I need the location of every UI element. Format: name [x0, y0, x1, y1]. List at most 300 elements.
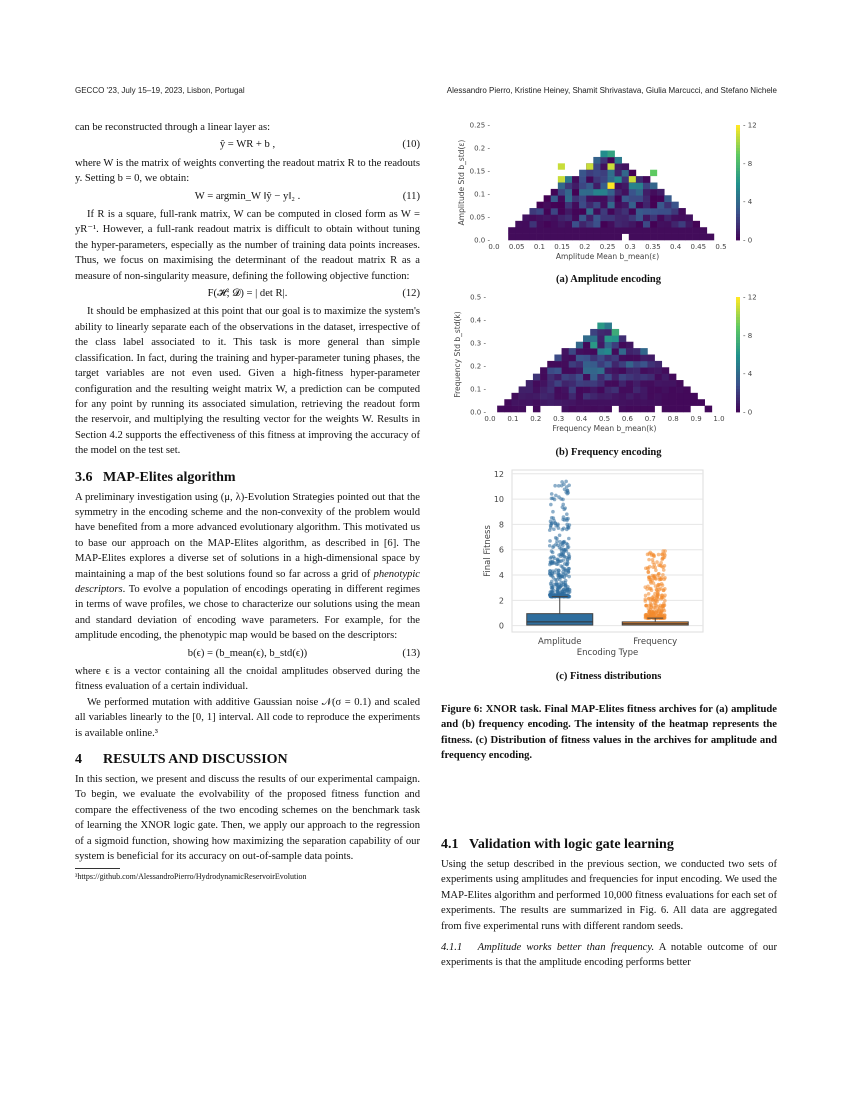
heatmap-cell: [676, 406, 683, 413]
outlier-point: [565, 512, 569, 516]
outlier-point: [555, 583, 559, 587]
heatmap-cell: [529, 234, 536, 241]
outlier-point: [565, 523, 569, 527]
colorbar-segment: [736, 220, 740, 223]
heatmap-cell: [633, 393, 640, 400]
colorbar-segment: [736, 389, 740, 392]
heatmap-cell: [640, 386, 647, 393]
heatmap-cell: [626, 367, 633, 374]
heatmap-cell: [558, 195, 565, 202]
equation-text: F(𝓗; 𝓓) = | det R|.: [207, 288, 288, 300]
heatmap-cell: [515, 234, 522, 241]
heatmap-cell: [583, 335, 590, 342]
y-tick-label: 2: [498, 596, 504, 606]
heatmap-cell: [565, 189, 572, 196]
x-tick-label: 0.5: [598, 415, 611, 423]
heatmap-cell: [600, 202, 607, 209]
outlier-point: [560, 480, 564, 484]
heatmap-cell: [579, 183, 586, 190]
heatmap-cell: [671, 227, 678, 234]
heatmap-cell: [629, 202, 636, 209]
heatmap-cell: [664, 208, 671, 215]
heatmap-cell: [629, 170, 636, 177]
y-tick-label: 0.1 -: [474, 190, 490, 199]
heatmap-cell: [619, 355, 626, 362]
heatmap-cell: [650, 208, 657, 215]
colorbar-segment: [736, 211, 740, 214]
heatmap-cell: [655, 399, 662, 406]
colorbar-segment: [736, 360, 740, 363]
footnote-link[interactable]: ³https://github.com/AlessandroPierro/HydrodynamicReservoirEvolution: [75, 872, 307, 882]
heatmap-cell: [529, 214, 536, 221]
heatmap-cell: [615, 227, 622, 234]
heatmap-cell: [590, 393, 597, 400]
heatmap-cell: [537, 202, 544, 209]
heatmap-cell: [569, 374, 576, 381]
colorbar-segment: [736, 334, 740, 337]
heatmap-cell: [593, 227, 600, 234]
colorbar-segment: [736, 320, 740, 323]
heatmap-cell: [572, 195, 579, 202]
heatmap-cell: [537, 227, 544, 234]
x-tick-label: 0.0: [484, 415, 496, 423]
heatmap-cell: [693, 234, 700, 241]
text: A notable outcome of our experiments is that the amplitude encoding performs better: [441, 942, 777, 969]
heatmap-cell: [597, 367, 604, 374]
heatmap-cell: [612, 355, 619, 362]
colorbar-segment: [736, 177, 740, 180]
y-tick-label: 0.4 -: [470, 316, 486, 325]
section-title: RESULTS AND DISCUSSION: [103, 752, 288, 768]
outlier-point: [650, 596, 654, 600]
heatmap-cell: [569, 348, 576, 355]
heatmap-cell: [572, 208, 579, 215]
colorbar-segment: [736, 142, 740, 145]
y-tick-label: 0.25 -: [469, 121, 490, 130]
heatmap-cell: [669, 406, 676, 413]
colorbar-segment: [736, 203, 740, 206]
heatmap-cell: [572, 221, 579, 228]
colorbar-segment: [736, 386, 740, 389]
heatmap-cell: [590, 399, 597, 406]
heatmap-cell: [579, 195, 586, 202]
heatmap-cell: [643, 202, 650, 209]
heatmap-cell: [622, 189, 629, 196]
heatmap-cell: [657, 227, 664, 234]
outlier-point: [552, 527, 556, 531]
heatmap-cell: [497, 406, 504, 413]
outlier-point: [660, 596, 664, 600]
heatmap-cell: [558, 221, 565, 228]
heatmap-cell: [572, 227, 579, 234]
heatmap-cell: [671, 214, 678, 221]
colorbar-segment: [736, 223, 740, 226]
heatmap-cell: [547, 399, 554, 406]
colorbar-segment: [736, 237, 740, 240]
heatmap-cell: [565, 176, 572, 183]
heatmap-cell: [676, 386, 683, 393]
equation-number: (10): [402, 139, 420, 151]
outlier-point: [643, 597, 647, 601]
heatmap-cell: [678, 227, 685, 234]
heatmap-cell: [647, 355, 654, 362]
heatmap-cell: [669, 399, 676, 406]
outlier-point: [653, 592, 657, 596]
outlier-point: [562, 572, 566, 576]
heatmap-cell: [586, 189, 593, 196]
heatmap-cell: [615, 157, 622, 164]
heatmap-cell: [547, 386, 554, 393]
heatmap-cell: [671, 208, 678, 215]
x-tick-label: 0.1: [533, 243, 545, 251]
colorbar-segment: [736, 309, 740, 312]
heatmap-cell: [612, 393, 619, 400]
y-tick-label: 0.1 -: [470, 385, 486, 394]
heatmap-cell: [554, 355, 561, 362]
outlier-point: [647, 592, 651, 596]
heatmap-cell: [615, 234, 622, 241]
colorbar-tick-label: - 12: [743, 121, 757, 130]
outlier-point: [565, 549, 569, 553]
outlier-point: [551, 496, 555, 500]
heatmap-cell: [600, 227, 607, 234]
heatmap-cell: [622, 195, 629, 202]
colorbar-segment: [736, 134, 740, 137]
section-number: 3.6: [75, 469, 93, 485]
outlier-point: [655, 560, 659, 564]
heatmap-cell: [569, 399, 576, 406]
heatmap-cell: [526, 393, 533, 400]
outlier-point: [555, 562, 559, 566]
heatmap-cell: [664, 195, 671, 202]
outlier-point: [650, 553, 654, 557]
y-axis-label: Frequency Std b_std(k): [453, 311, 462, 398]
heatmap-cell: [576, 342, 583, 349]
heatmap-cell: [640, 374, 647, 381]
heatmap-cell: [597, 374, 604, 381]
heatmap-cell: [643, 195, 650, 202]
y-tick-label: 0.5 -: [470, 293, 486, 302]
heatmap-cell: [554, 380, 561, 387]
colorbar-segment: [736, 128, 740, 131]
heatmap-cell: [626, 380, 633, 387]
heatmap-cell: [669, 380, 676, 387]
x-tick-label: 0.4: [576, 415, 588, 423]
heatmap-cell: [551, 221, 558, 228]
heatmap-cell: [586, 195, 593, 202]
colorbar-segment: [736, 303, 740, 306]
heatmap-cell: [558, 208, 565, 215]
heatmap-cell: [586, 176, 593, 183]
heatmap-cell: [608, 195, 615, 202]
heatmap-cell: [643, 214, 650, 221]
colorbar-segment: [736, 401, 740, 404]
x-tick-label: 0.35: [645, 243, 661, 251]
heatmap-cell: [676, 380, 683, 387]
heatmap-cell: [664, 221, 671, 228]
heatmap-cell: [612, 361, 619, 368]
outlier-point: [562, 527, 566, 531]
colorbar-segment: [736, 378, 740, 381]
outlier-point: [647, 570, 651, 574]
outlier-point: [656, 593, 660, 597]
heatmap-cell: [522, 234, 529, 241]
heatmap-cell: [615, 170, 622, 177]
heatmap-cell: [562, 367, 569, 374]
heatmap-cell-hotspot: [629, 176, 636, 182]
colorbar-segment: [736, 168, 740, 171]
section-number: 4: [75, 752, 82, 768]
heatmap-cell: [600, 221, 607, 228]
heatmap-cell: [650, 189, 657, 196]
heatmap-cell: [590, 355, 597, 362]
outlier-point: [552, 519, 556, 523]
heatmap-cell: [519, 399, 526, 406]
heatmap-cell: [562, 380, 569, 387]
colorbar-tick-label: - 12: [743, 293, 757, 302]
colorbar-segment: [736, 171, 740, 174]
heatmap-cell: [608, 227, 615, 234]
heatmap-cell: [622, 170, 629, 177]
outlier-point: [551, 510, 555, 514]
y-tick-label: 0.2 -: [470, 362, 486, 371]
outlier-point: [563, 555, 567, 559]
colorbar-segment: [736, 208, 740, 211]
heatmap-cell: [583, 386, 590, 393]
heatmap-cell: [612, 335, 619, 342]
heatmap-cell: [619, 335, 626, 342]
heatmap-cell: [647, 406, 654, 413]
heatmap-cell: [662, 393, 669, 400]
colorbar-segment: [736, 395, 740, 398]
heatmap-cell: [544, 221, 551, 228]
outlier-point: [549, 520, 553, 524]
heatmap-cell: [554, 367, 561, 374]
heatmap-cell: [569, 406, 576, 413]
heatmap-cell: [590, 335, 597, 342]
outlier-point: [647, 610, 651, 614]
heatmap-cell: [593, 221, 600, 228]
heatmap-cell: [579, 170, 586, 177]
colorbar-segment: [736, 174, 740, 177]
equation-number: (11): [402, 190, 420, 202]
colorbar-segment: [736, 226, 740, 229]
heatmap-cell: [633, 374, 640, 381]
colorbar-segment: [736, 137, 740, 140]
heatmap-cell: [605, 380, 612, 387]
heatmap-cell: [619, 348, 626, 355]
colorbar-segment: [736, 139, 740, 142]
heatmap-cell: [572, 214, 579, 221]
colorbar-tick-label: - 8: [743, 331, 753, 340]
y-tick-label: 0.0 -: [470, 408, 486, 417]
outlier-point: [548, 569, 552, 573]
heatmap-cell: [558, 234, 565, 241]
heatmap-cell: [569, 367, 576, 374]
heatmap-cell: [643, 234, 650, 241]
x-tick-label: 0.25: [599, 243, 616, 251]
heatmap-cell: [540, 393, 547, 400]
paragraph: If R is a square, full-rank matrix, W can be computed in closed form as W = yR⁻¹. However, a full-rank readout matrix is difficult to obtain without tuning the hyper-parameters, especially as the number of training data points increases. Thus, we focus on maximising the determinant of the readout matrix R as a measure of non-singularity measure, defining the following objective function:: [75, 209, 420, 282]
heatmap-cell: [678, 234, 685, 241]
equation-text: b(ϵ) = (b_mean(ϵ), b_std(ϵ)): [187, 647, 308, 659]
heatmap-cell: [608, 202, 615, 209]
heatmap-cell: [565, 208, 572, 215]
heatmap-cell: [590, 348, 597, 355]
heatmap-cell: [619, 393, 626, 400]
heatmap-cell: [622, 208, 629, 215]
heatmap-cell: [615, 221, 622, 228]
x-tick-label: 0.4: [670, 243, 682, 251]
heatmap-cell: [526, 380, 533, 387]
heatmap-cell: [619, 380, 626, 387]
text: . To evolve a population of encodings operating in different regimes in terms of wave profiles, we chose to characterize our solutions using the mean and standard deviation of encoding wave parameters. For example, for the amplitude encoding, the phenotypic map would be based on the descriptors:: [75, 583, 420, 642]
x-axis-label: Frequency Mean b_mean(k): [552, 424, 657, 433]
section-title: Validation with logic gate learning: [469, 837, 674, 852]
heatmap-cell: [615, 176, 622, 183]
heatmap-cell: [565, 183, 572, 190]
heatmap-cell: [537, 208, 544, 215]
heatmap-cell: [565, 234, 572, 241]
heatmap-cell: [586, 214, 593, 221]
heatmap-cell: [633, 367, 640, 374]
outlier-point: [646, 553, 650, 557]
heatmap-cell: [590, 342, 597, 349]
equation-number: (12): [402, 288, 420, 300]
outlier-point: [560, 484, 564, 488]
heatmap-cell: [633, 386, 640, 393]
heatmap-cell: [633, 361, 640, 368]
colorbar-segment: [736, 337, 740, 340]
heatmap-cell: [671, 234, 678, 241]
heatmap-cell: [519, 393, 526, 400]
heatmap-cell: [511, 393, 518, 400]
heatmap-cell: [657, 189, 664, 196]
heatmap-cell: [683, 386, 690, 393]
heatmap-cell: [597, 380, 604, 387]
x-tick-label: 0.3: [553, 415, 565, 423]
heatmap-cell: [600, 163, 607, 170]
equation-number: (13): [402, 647, 420, 659]
heatmap-cell: [619, 386, 626, 393]
heatmap-cell: [647, 380, 654, 387]
colorbar-segment: [736, 392, 740, 395]
heatmap-cell: [593, 183, 600, 190]
heatmap-cell: [583, 355, 590, 362]
outlier-point: [549, 593, 553, 597]
heatmap-cell: [544, 208, 551, 215]
x-tick-label: 0.0: [488, 243, 500, 251]
outlier-point: [554, 542, 558, 546]
heatmap-cell: [562, 348, 569, 355]
colorbar-segment: [736, 306, 740, 309]
x-tick-label: Amplitude: [537, 637, 582, 647]
outlier-point: [660, 605, 664, 609]
outlier-point: [657, 553, 661, 557]
x-tick-label: 0.9: [690, 415, 702, 423]
outlier-point: [549, 560, 553, 564]
outlier-point: [660, 553, 664, 557]
heatmap-cell: [597, 406, 604, 413]
y-axis-label: Final Fitness: [483, 525, 493, 577]
colorbar-segment: [736, 383, 740, 386]
outlier-point: [563, 518, 567, 522]
outlier-point: [559, 555, 563, 559]
heatmap-cell: [615, 189, 622, 196]
colorbar-segment: [736, 229, 740, 232]
heatmap-cell: [605, 355, 612, 362]
heatmap-cell: [590, 380, 597, 387]
heatmap-cell: [676, 393, 683, 400]
heatmap-cell: [640, 367, 647, 374]
colorbar-segment: [736, 332, 740, 335]
heatmap-cell: [579, 189, 586, 196]
heatmap-cell: [597, 393, 604, 400]
heatmap-cell: [636, 227, 643, 234]
y-tick-label: 10: [493, 495, 504, 505]
subcaption-b: (b) Frequency encoding: [555, 447, 662, 458]
heatmap-cell: [554, 393, 561, 400]
heatmap-cell: [576, 386, 583, 393]
heatmap-cell: [608, 208, 615, 215]
outlier-point: [566, 588, 570, 592]
heatmap-cell: [650, 183, 657, 190]
outlier-point: [663, 609, 667, 613]
outlier-point: [567, 545, 571, 549]
outlier-point: [549, 523, 553, 527]
heatmap-cell: [698, 399, 705, 406]
colorbar-segment: [736, 131, 740, 134]
outlier-point: [650, 588, 654, 592]
heatmap-cell: [615, 183, 622, 190]
colorbar-segment: [736, 145, 740, 148]
heatmap-cell: [662, 367, 669, 374]
heatmap-cell: [655, 393, 662, 400]
colorbar-segment: [736, 183, 740, 186]
heatmap-cell: [636, 221, 643, 228]
outlier-point: [657, 597, 661, 601]
x-tick-label: 0.1: [507, 415, 519, 423]
y-tick-label: 0: [498, 621, 504, 631]
heatmap-cell: [655, 361, 662, 368]
heatmap-cell: [600, 189, 607, 196]
heatmap-cell: [544, 234, 551, 241]
heatmap-cell: [657, 208, 664, 215]
emphasis: phenotypic descriptors: [75, 568, 420, 595]
colorbar-segment: [736, 406, 740, 409]
outlier-point: [548, 528, 552, 532]
plot-area: [512, 470, 703, 632]
heatmap-cell: [583, 342, 590, 349]
heatmap-cell: [655, 374, 662, 381]
heatmap-cell: [576, 380, 583, 387]
heatmap-cell: [558, 189, 565, 196]
outlier-point: [650, 578, 654, 582]
heatmap-cell: [515, 221, 522, 228]
heatmap-cell: [643, 227, 650, 234]
y-tick-label: 8: [498, 520, 504, 530]
heatmap-cell: [626, 393, 633, 400]
heatmap-cell: [664, 227, 671, 234]
heatmap-cell: [540, 386, 547, 393]
heatmap-cell: [650, 202, 657, 209]
heatmap-cell: [700, 234, 707, 241]
colorbar-segment: [736, 372, 740, 375]
heatmap-cell: [583, 367, 590, 374]
heatmap-cell: [583, 374, 590, 381]
heatmap-cell: [647, 367, 654, 374]
heatmap-cell: [626, 348, 633, 355]
